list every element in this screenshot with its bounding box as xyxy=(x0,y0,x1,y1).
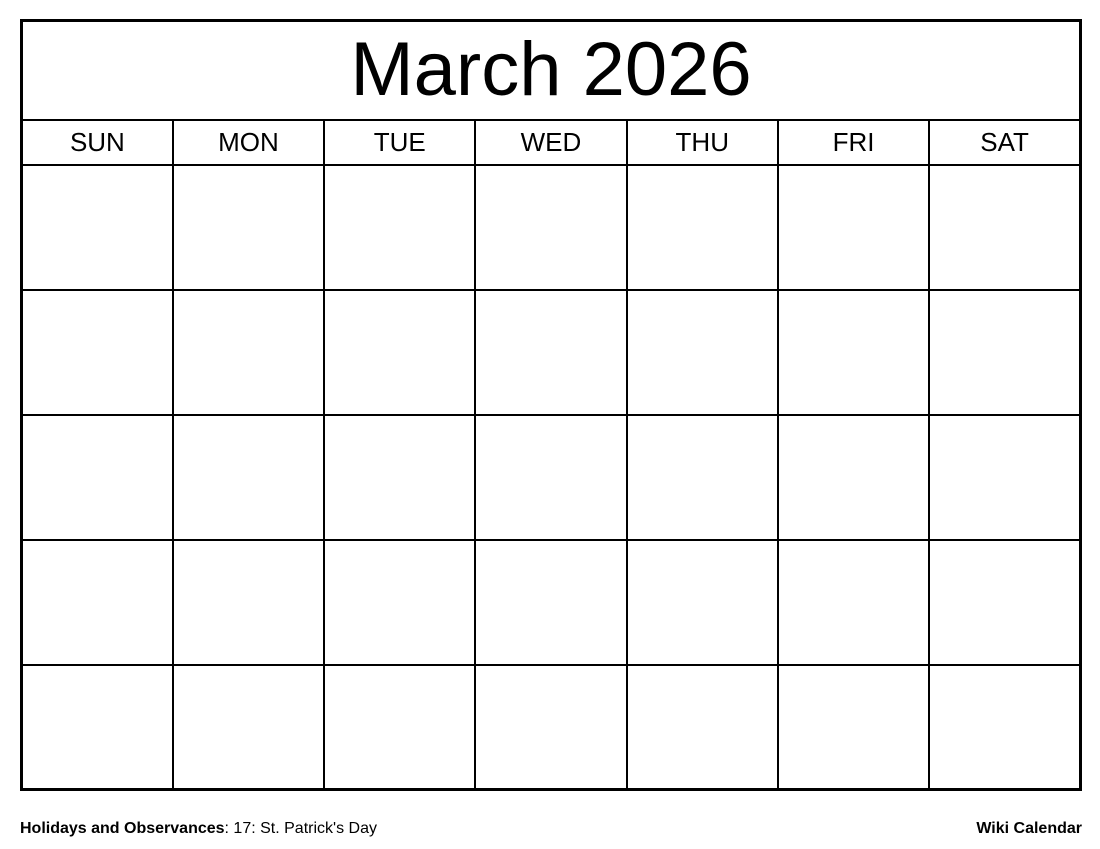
week-row-3 xyxy=(22,415,1081,540)
week-row-5 xyxy=(22,665,1081,790)
calendar-cell xyxy=(324,165,475,290)
calendar-cell xyxy=(475,665,626,790)
calendar-cell xyxy=(778,540,929,665)
footer-holidays xyxy=(20,819,377,840)
calendar-cell xyxy=(475,165,626,290)
calendar-cell xyxy=(627,665,778,790)
title-row xyxy=(22,21,1081,120)
calendar-cell xyxy=(929,290,1080,415)
calendar-cell xyxy=(475,415,626,540)
calendar-cell xyxy=(929,165,1080,290)
calendar-cell xyxy=(173,665,324,790)
calendar-cell xyxy=(22,415,173,540)
calendar-cell xyxy=(475,290,626,415)
wiki-calendar-brand: Wiki Calendar xyxy=(976,820,1082,837)
calendar-cell xyxy=(22,165,173,290)
calendar-cell xyxy=(627,540,778,665)
calendar-cell xyxy=(778,290,929,415)
calendar-title: March 2026 xyxy=(22,21,1081,120)
week-row-2 xyxy=(22,290,1081,415)
calendar-cell xyxy=(173,290,324,415)
calendar-cell xyxy=(173,415,324,540)
week-row-4 xyxy=(22,540,1081,665)
calendar-cell xyxy=(778,415,929,540)
calendar-cell xyxy=(627,165,778,290)
calendar-cell xyxy=(324,415,475,540)
calendar-cell xyxy=(324,665,475,790)
weekday-header-mon: MON xyxy=(173,120,324,165)
holidays-observances-label: Holidays and Observances xyxy=(20,820,225,837)
calendar-cell xyxy=(22,540,173,665)
footer xyxy=(20,819,1082,840)
calendar-table xyxy=(20,19,1082,791)
calendar-cell xyxy=(475,540,626,665)
calendar-cell xyxy=(929,540,1080,665)
calendar-cell xyxy=(22,665,173,790)
weekday-header-thu: THU xyxy=(627,120,778,165)
calendar-cell xyxy=(173,165,324,290)
calendar-cell xyxy=(22,290,173,415)
calendar-cell xyxy=(778,165,929,290)
calendar-cell xyxy=(627,415,778,540)
calendar-cell xyxy=(173,540,324,665)
weekday-header-wed: WED xyxy=(475,120,626,165)
weekday-header-row xyxy=(22,120,1081,165)
weekday-header-sun: SUN xyxy=(22,120,173,165)
calendar-cell xyxy=(929,415,1080,540)
calendar-cell xyxy=(627,290,778,415)
calendar-cell xyxy=(929,665,1080,790)
weekday-header-fri: FRI xyxy=(778,120,929,165)
holidays-observances-text: : 17: St. Patrick's Day xyxy=(224,820,377,837)
calendar-cell xyxy=(778,665,929,790)
weekday-header-sat: SAT xyxy=(929,120,1080,165)
weekday-header-tue: TUE xyxy=(324,120,475,165)
calendar-cell xyxy=(324,540,475,665)
week-row-1 xyxy=(22,165,1081,290)
calendar-cell xyxy=(324,290,475,415)
